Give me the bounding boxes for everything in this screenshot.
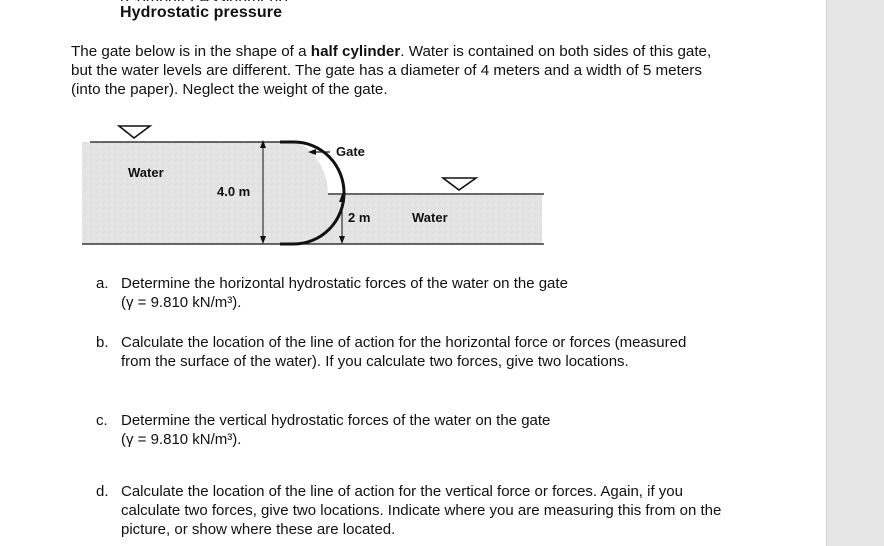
problem-statement	[71, 42, 731, 99]
question-body	[121, 482, 731, 539]
right-depth-label: 2 m	[348, 210, 371, 225]
question-body	[121, 411, 731, 449]
clipped-heading-fragment	[120, 0, 320, 1]
gate-diagram	[78, 118, 550, 250]
right-water-label: Water	[412, 210, 448, 225]
question-letter: a.	[96, 275, 109, 292]
gate-diagram-svg	[78, 118, 550, 250]
free-surface-triangle-icon	[119, 126, 150, 138]
page-title: Hydrostatic pressure	[120, 4, 283, 21]
question-text: Determine the vertical hydrostatic forces of the water on the gate	[121, 412, 551, 429]
intro-text-2: . Water is contained on both sides of this gate, but the water levels are different. The gate has a diameter of 4 meters and a width of 5 meters (into the paper). Neglect the weight of the gate.	[71, 43, 712, 98]
question-subtext: (γ = 9.810 kN/m³).	[121, 294, 242, 311]
left-water-label: Water	[128, 165, 164, 180]
gate-label: Gate	[336, 144, 365, 159]
intro-bold-term: half cylinder	[310, 43, 401, 60]
question-subtext: (γ = 9.810 kN/m³).	[121, 431, 242, 448]
left-water-region	[82, 142, 328, 244]
question-letter: b.	[96, 334, 109, 351]
question-text: Calculate the location of the line of action for the vertical force or forces. Again, if you calculate two forces, give two locations. Indicate where you are measuring this from on the picture, or show where these are located.	[121, 483, 722, 538]
question-body	[121, 333, 711, 371]
intro-text-1: The gate below is in the shape of a	[71, 43, 311, 60]
question-text: Determine the horizontal hydrostatic forces of the water on the gate	[121, 275, 568, 292]
free-surface-triangle-icon	[443, 178, 476, 190]
left-depth-label: 4.0 m	[217, 184, 251, 199]
question-letter: c.	[96, 412, 108, 429]
viewer-background	[826, 0, 884, 546]
question-body	[121, 274, 731, 312]
clipped-heading-text	[120, 0, 288, 1]
question-text: Calculate the location of the line of action for the horizontal force or forces (measured from the surface of the water). If you calculate two forces, give two locations.	[121, 334, 687, 370]
question-letter: d.	[96, 483, 109, 500]
